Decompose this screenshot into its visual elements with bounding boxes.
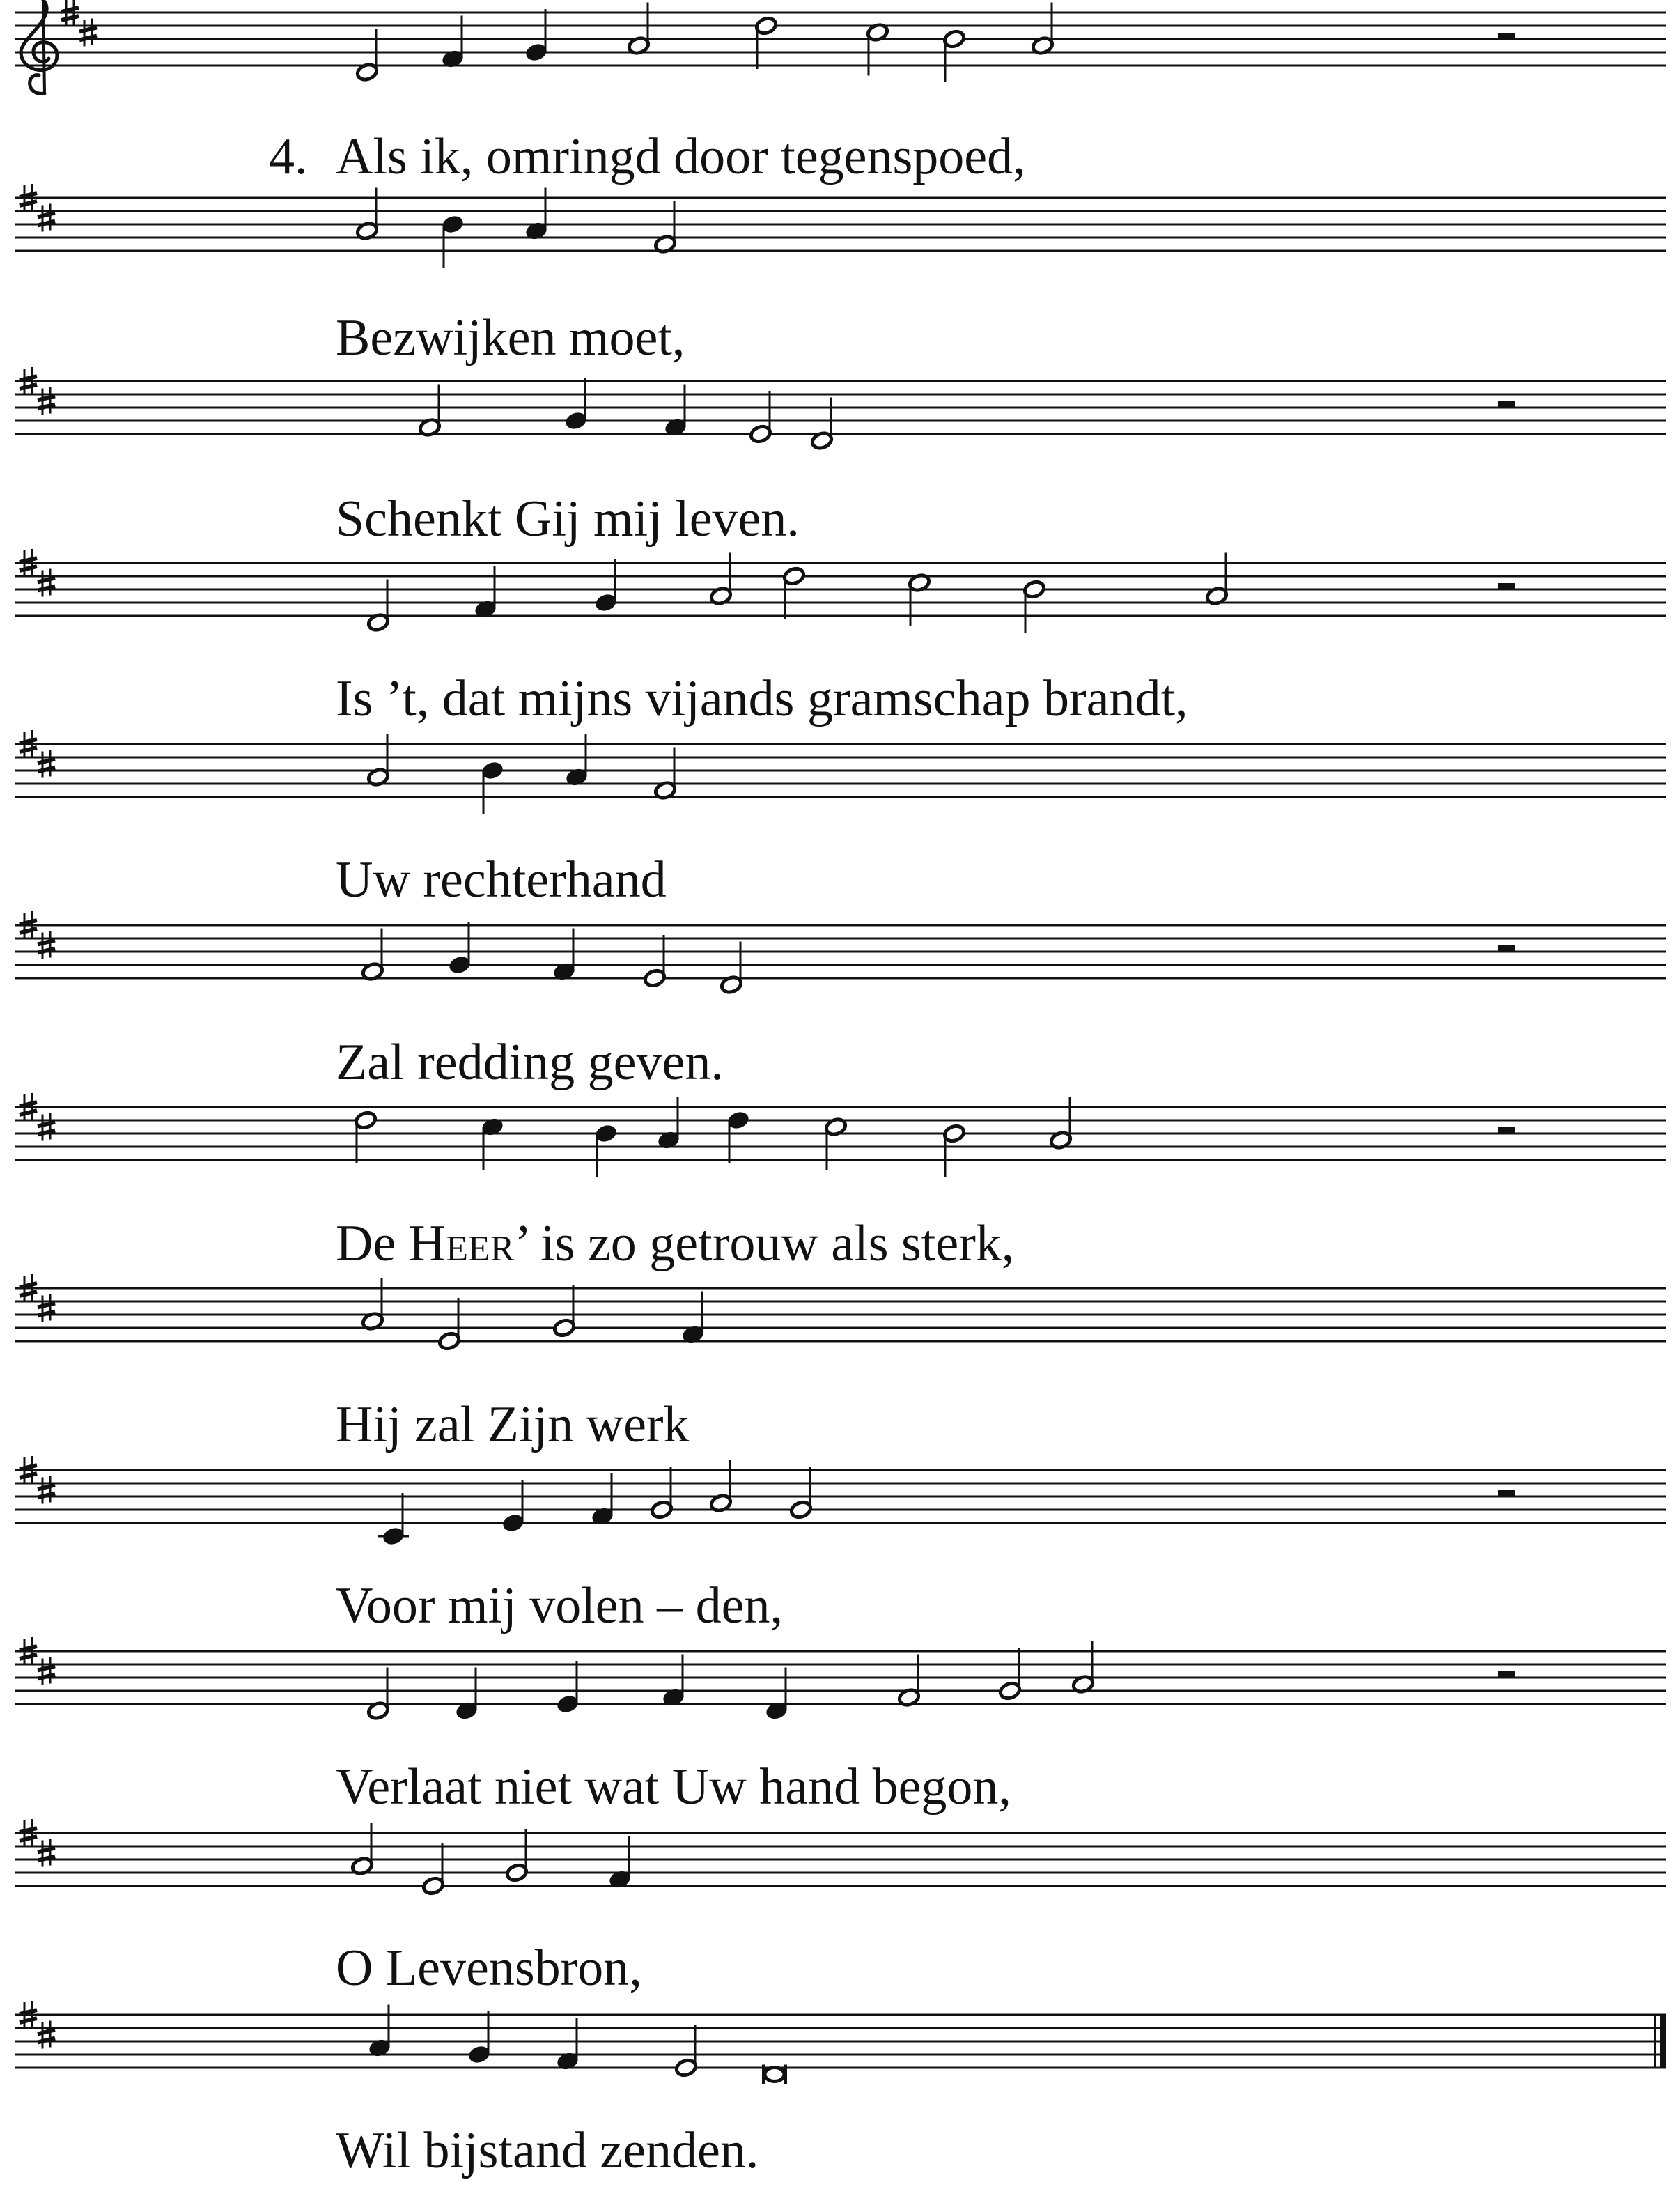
staff-system-10 (15, 1641, 1666, 1721)
note-f4 (681, 1292, 704, 1345)
note-e4 (501, 1480, 524, 1533)
note-f4 (653, 748, 676, 800)
note-f4 (441, 16, 464, 69)
staff-system-8 (15, 1278, 1666, 1352)
note-g4 (564, 378, 587, 431)
staff-system-3 (15, 378, 1666, 451)
breve-head (765, 2068, 784, 2082)
note-c5 (824, 1117, 847, 1170)
staff-system-1 (15, 0, 1666, 93)
note-c5 (908, 573, 931, 626)
note-d4 (366, 1668, 389, 1721)
sharp-icon (38, 1476, 55, 1504)
staff-system-7 (15, 1097, 1666, 1177)
note-d5 (354, 1111, 377, 1163)
note-g4 (467, 2011, 490, 2064)
note-e4 (749, 391, 772, 444)
note-b4 (942, 29, 965, 82)
note-c5 (481, 1117, 504, 1170)
treble-clef-icon (21, 0, 57, 93)
lyric-line: O Levensbron, (336, 1940, 642, 1997)
staff-system-4 (15, 553, 1666, 633)
staff-system-2 (15, 188, 1666, 268)
sharp-icon (79, 19, 97, 47)
note-d4 (366, 580, 389, 633)
half-rest (1498, 945, 1515, 952)
sharp-icon (38, 2021, 55, 2049)
note-g4 (552, 1285, 575, 1338)
half-rest (1498, 583, 1515, 589)
lyric-line: Is ’t, dat mijns vijands gramschap brandt, (336, 670, 1188, 727)
note-f4 (361, 929, 384, 982)
note-a4 (709, 553, 732, 606)
note-a4 (627, 3, 650, 56)
note-a4 (657, 1097, 680, 1150)
staff-system-6 (15, 922, 1666, 995)
sharp-icon (38, 750, 55, 778)
note-c5 (866, 22, 889, 75)
note-d5 (754, 16, 777, 69)
note-g4 (594, 559, 617, 612)
staff-system-5 (15, 734, 1666, 814)
sharp-icon (38, 387, 55, 415)
sharp-icon (38, 204, 55, 232)
note-a4 (524, 188, 547, 241)
note-f4 (662, 1655, 685, 1708)
staff-system-12 (15, 2005, 1666, 2084)
note-a4 (1071, 1641, 1094, 1694)
note-d4 (355, 29, 378, 82)
half-rest (1498, 1671, 1515, 1678)
note-g4 (524, 9, 547, 62)
staff-system-9 (15, 1460, 1666, 1547)
note-g4 (789, 1467, 812, 1519)
note-d4 (455, 1668, 478, 1721)
note-f4 (664, 385, 687, 438)
lyric-part: ’ is zo getrouw als sterk, (514, 1215, 1015, 1272)
note-f4 (418, 385, 441, 438)
half-rest (1498, 1490, 1515, 1496)
note-g4 (998, 1648, 1021, 1701)
note-a4 (1205, 553, 1228, 606)
lyric-line: Wil bijstand zenden. (336, 2122, 759, 2179)
note-b4 (481, 761, 504, 814)
verse-number: 4. (269, 128, 308, 185)
note-a4 (565, 734, 588, 787)
lyric-line: Uw rechterhand (336, 851, 667, 908)
note-f4 (556, 2018, 579, 2071)
sharp-icon (38, 1113, 55, 1141)
lyric-part: De (336, 1215, 409, 1272)
note-a4 (368, 2005, 391, 2058)
note-f4 (653, 201, 676, 254)
note-d4 (810, 398, 833, 451)
note-c4 (378, 1493, 409, 1546)
lyric-line: Als ik, omringd door tegenspoed, (336, 128, 1026, 185)
lyric-line: Bezwijken moet, (336, 309, 685, 366)
lyric-line: Hij zal Zijn werk (336, 1396, 690, 1453)
note-g4 (448, 922, 471, 975)
note-e4 (643, 935, 666, 988)
lyric-line: Zal redding geven. (336, 1034, 724, 1091)
note-f4 (474, 566, 497, 619)
half-rest (1498, 401, 1515, 408)
note-g4 (505, 1829, 528, 1882)
note-b4 (594, 1124, 617, 1177)
note-a4 (709, 1460, 732, 1513)
staff-system-11 (15, 1823, 1666, 1896)
note-e4 (556, 1661, 579, 1714)
lyric-line (336, 1215, 1015, 1272)
note-a4 (361, 1278, 384, 1331)
note-g4 (650, 1467, 673, 1519)
note-a4 (1031, 3, 1054, 56)
note-f4 (608, 1836, 631, 1889)
note-b4 (942, 1124, 965, 1177)
note-d4 (720, 942, 742, 995)
note-e4 (674, 2025, 697, 2078)
note-d5 (726, 1111, 749, 1163)
note-a4 (1049, 1097, 1072, 1150)
sharp-icon (38, 1839, 55, 1867)
note-a4 (350, 1823, 373, 1876)
lyric-line: Verlaat niet wat Uw hand begon, (336, 1758, 1011, 1816)
sharp-icon (38, 1294, 55, 1322)
lyric-smallcaps-word: Heer (408, 1215, 515, 1272)
note-e4 (437, 1298, 460, 1351)
note-e4 (421, 1843, 444, 1896)
sharp-icon (38, 1657, 55, 1685)
note-f4 (552, 929, 575, 982)
note-f4 (591, 1473, 614, 1526)
sharp-icon (38, 569, 55, 597)
note-a4 (366, 734, 389, 787)
note-d4 (765, 1668, 788, 1721)
sharp-icon (38, 931, 55, 959)
note-b4 (441, 215, 464, 268)
note-f4 (897, 1655, 920, 1708)
note-a4 (355, 188, 378, 241)
half-rest (1498, 1127, 1515, 1134)
note-b4 (1022, 580, 1045, 633)
lyric-line: Schenkt Gij mij leven. (336, 490, 800, 548)
lyric-line: Voor mij volen – den, (336, 1577, 783, 1634)
half-rest (1498, 33, 1515, 39)
note-d5 (782, 566, 805, 619)
